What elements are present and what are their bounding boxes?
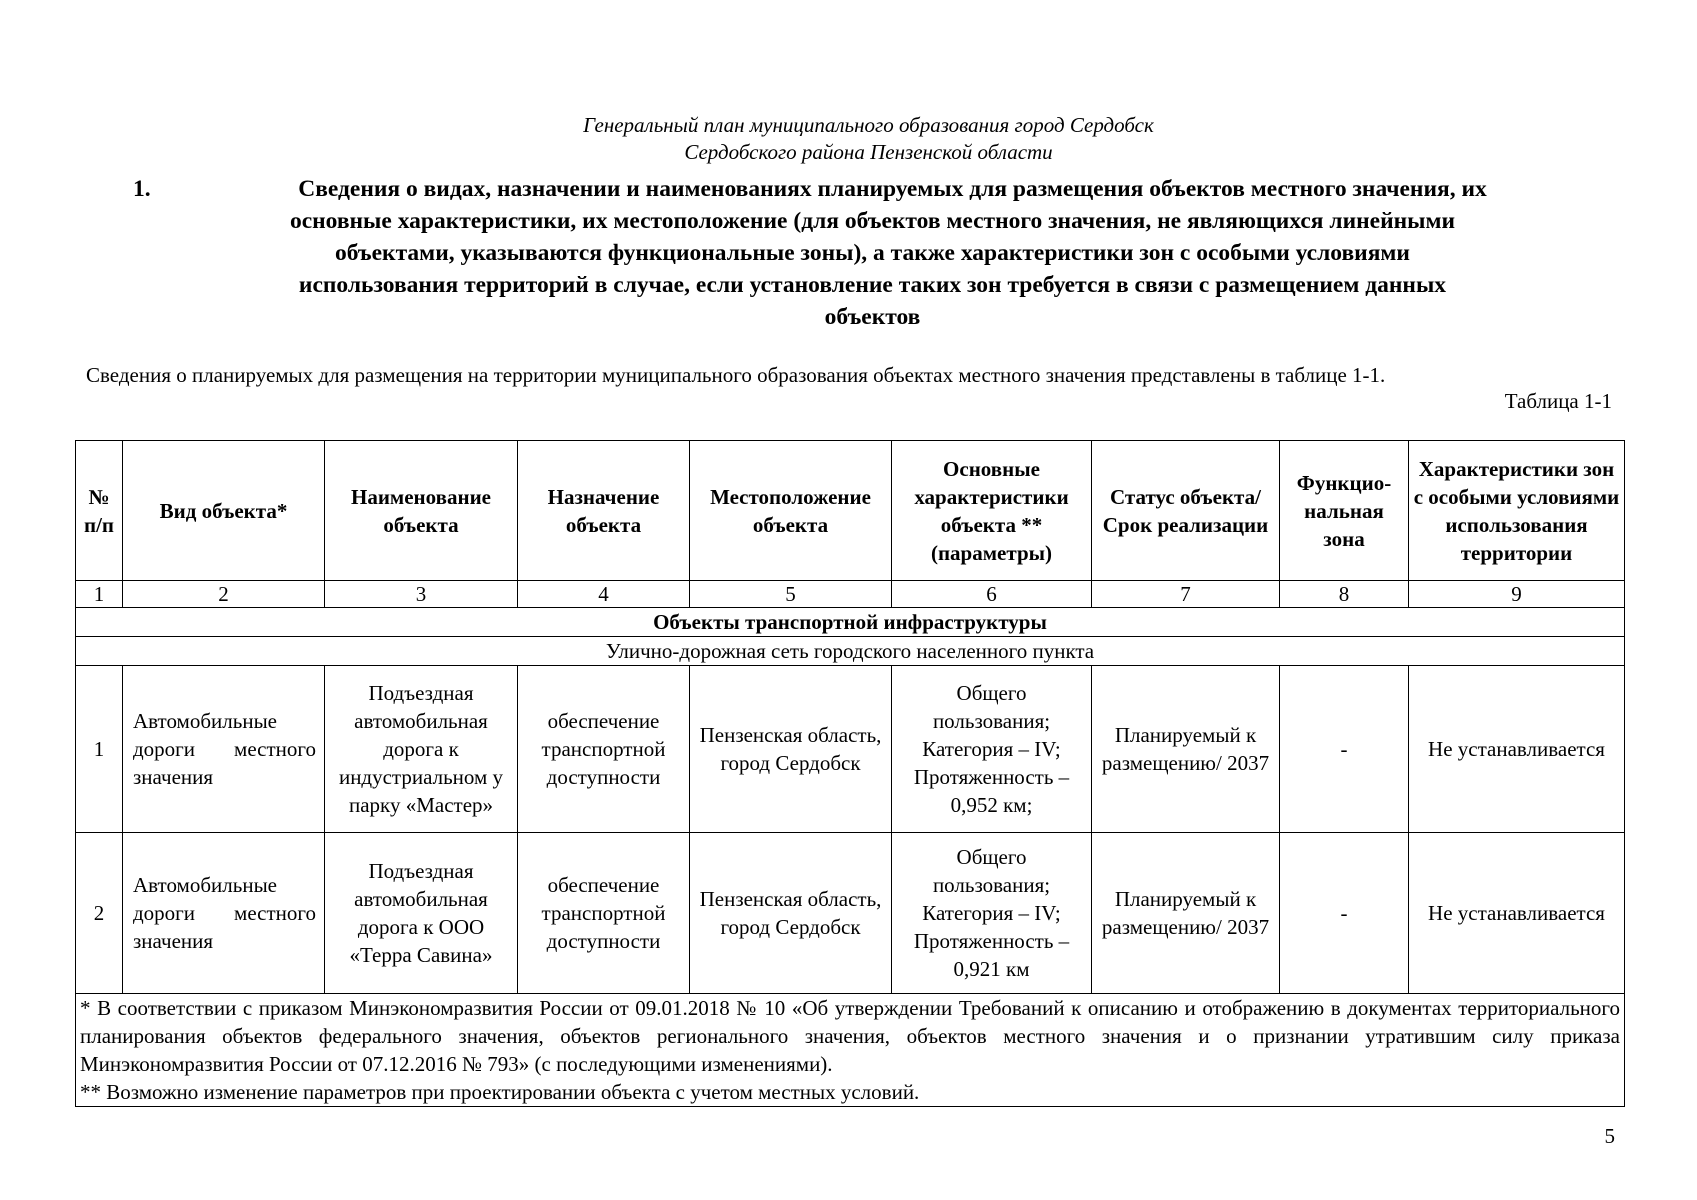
subgroup-row	[76, 637, 1625, 666]
object-type: Автомобильные дороги местного значения	[123, 833, 325, 994]
column-number: 1	[76, 581, 123, 608]
zone-restrictions: Не устанавливается	[1409, 833, 1625, 994]
group-title: Объекты транспортной инфраструктуры	[76, 608, 1625, 637]
header-cell: Статус объекта/ Срок реализации	[1092, 441, 1280, 581]
header-cell: Назначение объекта	[518, 441, 690, 581]
section-title-line: Сведения о видах, назначении и наименованиях планируемых для размещения объектов местного значения, их	[298, 176, 1487, 202]
intro-paragraph: Сведения о планируемых для размещения на территории муниципального образования объектах местного значения представлены в таблице 1-1.	[86, 363, 1386, 387]
object-name: Подъездная автомобильная дорога к ООО «Терра Савина»	[325, 833, 518, 994]
row-number: 1	[76, 666, 123, 833]
object-location: Пензенская область, город Сердобск	[690, 833, 892, 994]
section-title-line: объектами, указываются функциональные зоны), а также характеристики зон с особыми условиями	[335, 240, 1410, 266]
column-number: 7	[1092, 581, 1280, 608]
section-title	[125, 173, 1620, 333]
header-line-1: Генеральный план муниципального образования город Сердобск	[583, 113, 1154, 137]
subgroup-title: Улично-дорожная сеть городского населенного пункта	[76, 637, 1625, 666]
footnote-2: ** Возможно изменение параметров при проектировании объекта с учетом местных условий.	[80, 1080, 920, 1104]
footnote-1: * В соответствии с приказом Минэкономразвития России от 09.01.2018 № 10 «Об утверждении Требований к описанию и отображению в документах территориального планирования объектов федерального значения, объектов регионального значения, объектов местного значения и о признании утратившим силу приказа Минэкономразвития России от 07.12.2016 № 793» (с последующими изменениями).	[80, 996, 1620, 1076]
object-purpose: обеспечение транспортной доступности	[518, 833, 690, 994]
object-type: Автомобильные дороги местного значения	[123, 666, 325, 833]
object-name: Подъездная автомобильная дорога к индустриальном у парку «Мастер»	[325, 666, 518, 833]
header-cell: Основные характеристики объекта ** (параметры)	[892, 441, 1092, 581]
header-cell: Вид объекта*	[123, 441, 325, 581]
section-title-line: использования территорий в случае, если установление таких зон требуется в связи с размещением данных	[298, 272, 1447, 298]
header-cell: Местоположение объекта	[690, 441, 892, 581]
header-cell: Наименование объекта	[325, 441, 518, 581]
object-characteristics: Общего пользования; Категория – IV; Протяженность – 0,952 км;	[892, 666, 1092, 833]
group-row	[76, 608, 1625, 637]
table-row	[76, 666, 1625, 833]
column-number: 8	[1280, 581, 1409, 608]
object-status: Планируемый к размещению/ 2037	[1092, 833, 1280, 994]
functional-zone: -	[1280, 833, 1409, 994]
header-line-2: Сердобского района Пензенской области	[684, 140, 1053, 164]
page-number: 5	[1604, 1124, 1615, 1148]
functional-zone: -	[1280, 666, 1409, 833]
footnotes-cell	[76, 994, 1625, 1107]
column-number: 6	[892, 581, 1092, 608]
column-number: 5	[690, 581, 892, 608]
table-row	[76, 833, 1625, 994]
header-cell: Характеристики зон с особыми условиями использования территории	[1409, 441, 1625, 581]
zone-restrictions: Не устанавливается	[1409, 666, 1625, 833]
row-number: 2	[76, 833, 123, 994]
header-cell: № п/п	[76, 441, 123, 581]
column-number: 4	[518, 581, 690, 608]
section-title-line: объектов	[824, 304, 921, 330]
object-characteristics: Общего пользования; Категория – IV; Протяженность – 0,921 км	[892, 833, 1092, 994]
column-number: 3	[325, 581, 518, 608]
header-cell: Функцио-нальная зона	[1280, 441, 1409, 581]
objects-table	[75, 440, 1625, 1107]
document-header	[0, 112, 1697, 166]
object-status: Планируемый к размещению/ 2037	[1092, 666, 1280, 833]
table-caption: Таблица 1-1	[1504, 389, 1612, 413]
object-location: Пензенская область, город Сердобск	[690, 666, 892, 833]
column-number: 9	[1409, 581, 1625, 608]
header-row	[76, 441, 1625, 581]
section-title-line: основные характеристики, их местоположение (для объектов местного значения, не являющихся линейными	[289, 208, 1456, 234]
object-purpose: обеспечение транспортной доступности	[518, 666, 690, 833]
section-number: 1.	[133, 176, 151, 202]
footnote-row	[76, 994, 1625, 1107]
column-number-row	[76, 581, 1625, 608]
column-number: 2	[123, 581, 325, 608]
